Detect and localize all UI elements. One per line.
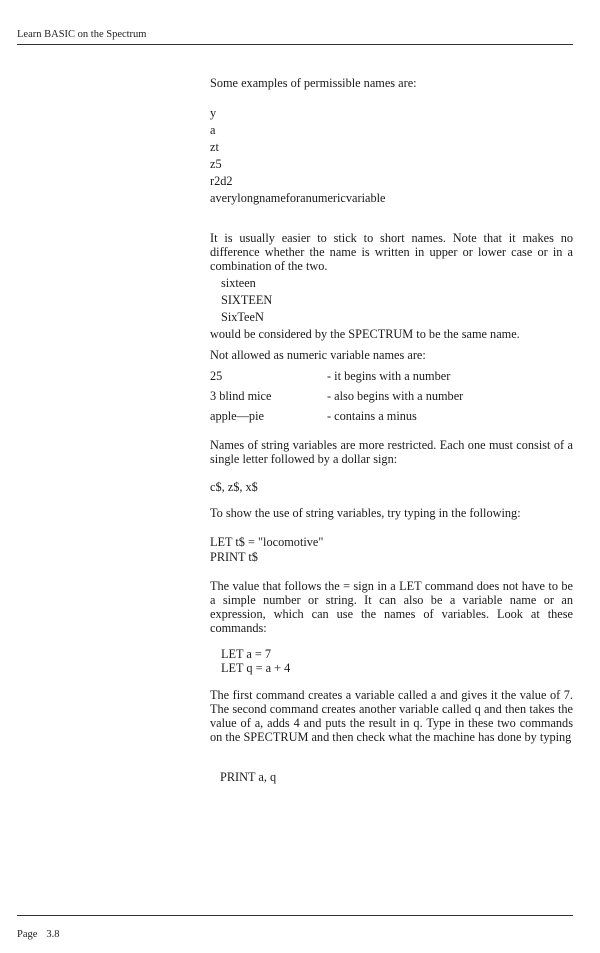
code-line: LET a = 7 <box>221 647 272 661</box>
name-example: averylongnameforanumericvariable <box>210 191 386 205</box>
code-line: LET q = a + 4 <box>221 661 291 675</box>
string-paragraph <box>210 438 573 466</box>
string-paragraph-text: Names of string variables are more restricted. Each one must consist of a single letter followed by a dollar sign: <box>210 438 573 466</box>
code-line: PRINT t$ <box>210 550 258 564</box>
header-rule <box>17 44 573 45</box>
footer-rule <box>17 915 573 916</box>
let-paragraph <box>210 579 573 635</box>
page-footer <box>17 929 60 940</box>
case-paragraph-text: It is usually easier to stick to short names. Note that it makes no difference whether the name is written in upper or lower case or in a combination of the two. <box>210 231 573 273</box>
string-examples: c$, z$, x$ <box>210 480 258 494</box>
page-label: Page <box>17 929 38 940</box>
explain-paragraph-text: The first command creates a variable called a and gives it the value of 7. The second command creates another variable called q and then takes the value of a, adds 4 and puts the result in q. Type in these two commands on the SPECTRUM and then check what the machine has done by typing <box>210 688 573 744</box>
case-example: SIXTEEN <box>221 293 273 307</box>
code-line: LET t$ = "locomotive" <box>210 535 324 549</box>
invalid-name: 3 blind mice <box>210 389 272 403</box>
intro-text: Some examples of permissible names are: <box>210 76 417 90</box>
page-number: 3.8 <box>46 929 60 940</box>
invalid-reason: - contains a minus <box>327 409 417 423</box>
name-example: y <box>210 106 217 120</box>
invalid-reason: - it begins with a number <box>327 369 451 383</box>
not-allowed-intro: Not allowed as numeric variable names are: <box>210 348 426 362</box>
code-line: PRINT a, q <box>220 770 277 784</box>
case-example: sixteen <box>221 276 256 290</box>
explain-paragraph <box>210 688 573 744</box>
invalid-reason: - also begins with a number <box>327 389 464 403</box>
case-paragraph <box>210 231 573 273</box>
invalid-name: 25 <box>210 369 223 383</box>
running-header: Learn BASIC on the Spectrum <box>17 29 147 40</box>
invalid-name: apple—pie <box>210 409 264 423</box>
case-conclusion: would be considered by the SPECTRUM to be the same name. <box>210 327 520 341</box>
name-example: a <box>210 123 216 137</box>
name-example: zt <box>210 140 219 154</box>
try-paragraph: To show the use of string variables, try typing in the following: <box>210 506 521 520</box>
case-example: SixTeeN <box>221 310 264 324</box>
name-example: z5 <box>210 157 222 171</box>
name-example: r2d2 <box>210 174 233 188</box>
let-paragraph-text: The value that follows the = sign in a LET command does not have to be a simple number or string. It can also be a variable name or an expression, which can use the names of variables. Look at these commands: <box>210 579 573 635</box>
